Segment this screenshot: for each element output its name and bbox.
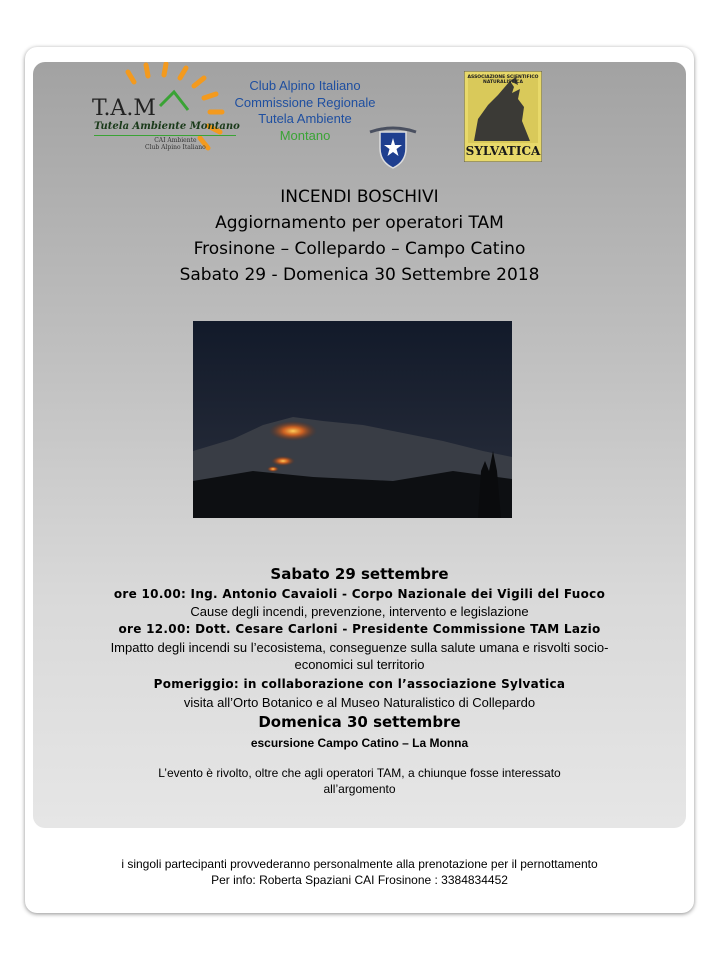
tam-script-text: Tutela Ambiente Montano (94, 121, 240, 132)
title-line-3: Frosinone – Collepardo – Campo Catino (193, 239, 526, 259)
day2-description: escursione Campo Catino – La Monna (250, 736, 469, 750)
tam-subtitle (145, 137, 206, 151)
tam-sub1: CAI Ambiente (154, 137, 197, 144)
title-line-4: Sabato 29 - Domenica 30 Settembre 2018 (179, 265, 540, 285)
day1-heading: Sabato 29 settembre (270, 565, 449, 583)
tam-sub2: Club Alpino Italiano (145, 144, 206, 151)
sylvatica-name: SYLVATICA (465, 144, 541, 158)
talk2-description-1: Impatto degli incendi su l’ecosistema, conseguenze sulla salute umana e risvolti socio- (110, 640, 609, 655)
talk1-title: ore 10.00: Ing. Antonio Cavaioli - Corpo Nazionale dei Vigili del Fuoco (113, 587, 606, 601)
tam-divider (94, 135, 236, 136)
footer-info: Per info: Roberta Spaziani CAI Frosinone : 3384834452 (211, 873, 508, 887)
cai-line-4: Montano (279, 127, 331, 143)
day2-heading: Domenica 30 settembre (258, 713, 461, 731)
talk1-description: Cause degli incendi, prevenzione, intervento e legislazione (190, 604, 529, 619)
footer-line-1: i singoli partecipanti provvederanno personalmente alla prenotazione per il pernottamento (121, 857, 598, 871)
tam-initials: T.A.M (92, 96, 156, 121)
talk2-title: ore 12.00: Dott. Cesare Carloni - Presidente Commissione TAM Lazio (118, 622, 601, 636)
cai-commission-text (225, 78, 385, 144)
afternoon-title: Pomeriggio: in collaborazione con l’associazione Sylvatica (153, 677, 566, 691)
cai-line-2: Commissione Regionale (234, 94, 376, 110)
title-line-2: Aggiornamento per operatori TAM (215, 213, 504, 233)
wildfire-photo (193, 321, 512, 518)
afternoon-description: visita all’Orto Botanico e al Museo Naturalistico di Collepardo (183, 695, 536, 710)
sylvatica-top-text: ASSOCIAZIONE SCIENTIFICO NATURALISTICA (467, 75, 539, 85)
cai-shield-icon (368, 124, 418, 170)
audience-line-2: all’argomento (323, 782, 396, 796)
talk2-description-2: economici sul territorio (294, 657, 425, 672)
cai-line-3: Tutela Ambiente (258, 111, 352, 126)
cai-line-1: Club Alpino Italiano (249, 78, 361, 93)
audience-line-1: L’evento è rivolto, oltre che agli operatori TAM, a chiunque fosse interessato (158, 766, 561, 780)
title-line-1: INCENDI BOSCHIVI (280, 187, 439, 207)
